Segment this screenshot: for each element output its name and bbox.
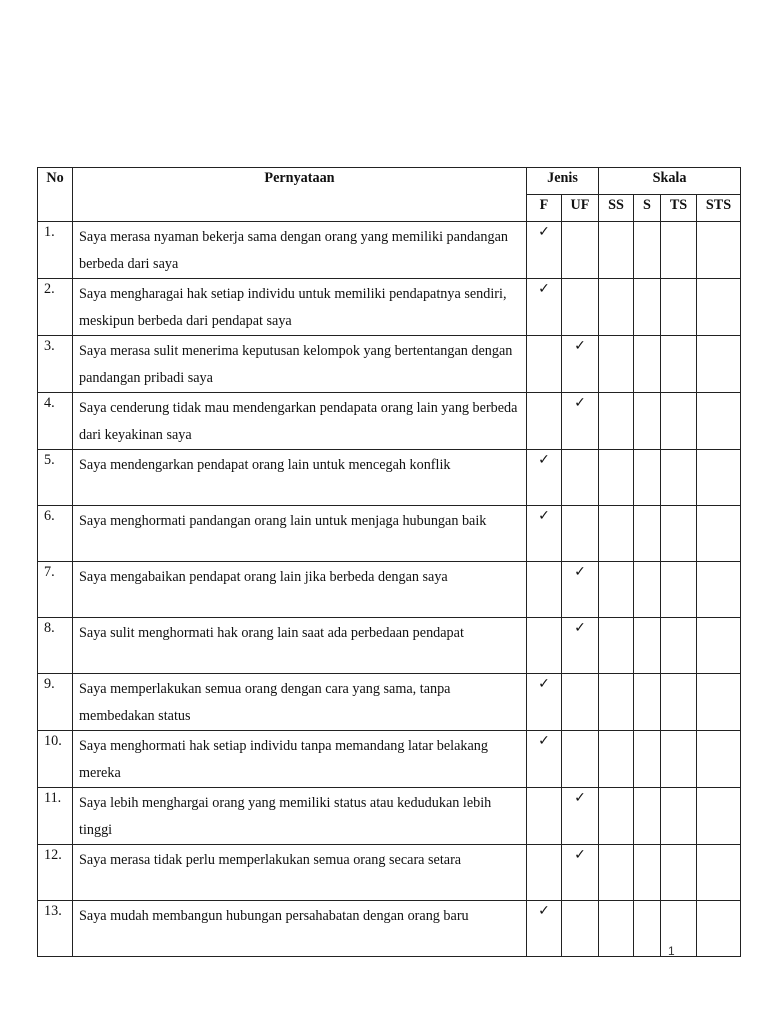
scale-ss-cell[interactable] [599, 901, 634, 957]
type-f-cell [527, 393, 562, 450]
scale-sts-cell[interactable] [697, 562, 741, 618]
header-type-uf: UF [562, 195, 599, 222]
scale-ss-cell[interactable] [599, 222, 634, 279]
header-scale: Skala [599, 168, 741, 195]
table-row [38, 450, 741, 506]
table-row [38, 618, 741, 674]
statement-text: Saya merasa tidak perlu memperlakukan semua orang secara setara [73, 845, 527, 901]
scale-s-cell[interactable] [634, 562, 661, 618]
scale-sts-cell[interactable] [697, 279, 741, 336]
scale-sts-cell[interactable] [697, 618, 741, 674]
statement-text: Saya memperlakukan semua orang dengan cara yang sama, tanpa membedakan status [73, 674, 527, 731]
type-uf-cell [562, 562, 599, 618]
table-row [38, 901, 741, 957]
row-number: 4. [38, 393, 73, 450]
scale-ts-cell[interactable] [661, 731, 697, 788]
scale-ss-cell[interactable] [599, 788, 634, 845]
scale-s-cell[interactable] [634, 279, 661, 336]
scale-ts-cell[interactable] [661, 450, 697, 506]
scale-ss-cell[interactable] [599, 674, 634, 731]
checkmark-icon: ✓ [574, 564, 586, 580]
scale-sts-cell[interactable] [697, 450, 741, 506]
scale-ss-cell[interactable] [599, 393, 634, 450]
statement-text: Saya lebih menghargai orang yang memiliki status atau kedudukan lebih tinggi [73, 788, 527, 845]
type-uf-cell [562, 393, 599, 450]
statement-text: Saya merasa sulit menerima keputusan kelompok yang bertentangan dengan pandangan pribadi saya [73, 336, 527, 393]
checkmark-icon: ✓ [574, 790, 586, 806]
statement-text: Saya cenderung tidak mau mendengarkan pendapata orang lain yang berbeda dari keyakinan saya [73, 393, 527, 450]
scale-sts-cell[interactable] [697, 674, 741, 731]
scale-ss-cell[interactable] [599, 845, 634, 901]
type-uf-cell [562, 450, 599, 506]
row-number: 1. [38, 222, 73, 279]
scale-sts-cell[interactable] [697, 731, 741, 788]
statement-text: Saya merasa nyaman bekerja sama dengan orang yang memiliki pandangan berbeda dari saya [73, 222, 527, 279]
table-row [38, 279, 741, 336]
table-body [38, 222, 741, 957]
scale-sts-cell[interactable] [697, 393, 741, 450]
type-f-cell [527, 845, 562, 901]
row-number: 12. [38, 845, 73, 901]
row-number: 8. [38, 618, 73, 674]
scale-s-cell[interactable] [634, 674, 661, 731]
scale-ts-cell[interactable] [661, 845, 697, 901]
type-f-cell [527, 618, 562, 674]
type-f-cell [527, 506, 562, 562]
table-row [38, 845, 741, 901]
scale-s-cell[interactable] [634, 506, 661, 562]
scale-sts-cell[interactable] [697, 901, 741, 957]
header-type-f: F [527, 195, 562, 222]
header-scale-s: S [634, 195, 661, 222]
header-scale-ss: SS [599, 195, 634, 222]
checkmark-icon: ✓ [538, 733, 550, 749]
scale-s-cell[interactable] [634, 845, 661, 901]
scale-s-cell[interactable] [634, 788, 661, 845]
statement-text: Saya mudah membangun hubungan persahabatan dengan orang baru [73, 901, 527, 957]
scale-ss-cell[interactable] [599, 336, 634, 393]
statement-text: Saya menghormati pandangan orang lain untuk menjaga hubungan baik [73, 506, 527, 562]
type-f-cell [527, 562, 562, 618]
type-uf-cell [562, 618, 599, 674]
statement-text: Saya mengabaikan pendapat orang lain jika berbeda dengan saya [73, 562, 527, 618]
header-scale-sts: STS [697, 195, 741, 222]
row-number: 11. [38, 788, 73, 845]
statement-text: Saya mendengarkan pendapat orang lain untuk mencegah konflik [73, 450, 527, 506]
checkmark-icon: ✓ [538, 676, 550, 692]
checkmark-icon: ✓ [538, 452, 550, 468]
row-number: 2. [38, 279, 73, 336]
header-no: No [38, 168, 73, 222]
scale-sts-cell[interactable] [697, 222, 741, 279]
scale-sts-cell[interactable] [697, 788, 741, 845]
scale-ts-cell[interactable] [661, 506, 697, 562]
header-scale-ts: TS [661, 195, 697, 222]
questionnaire-table [37, 167, 741, 957]
type-f-cell [527, 674, 562, 731]
checkmark-icon: ✓ [574, 847, 586, 863]
scale-s-cell[interactable] [634, 731, 661, 788]
scale-s-cell[interactable] [634, 901, 661, 957]
row-number: 5. [38, 450, 73, 506]
scale-ts-cell[interactable] [661, 788, 697, 845]
statement-text: Saya mengharagai hak setiap individu untuk memiliki pendapatnya sendiri, meskipun berbeda dari pendapat saya [73, 279, 527, 336]
type-uf-cell [562, 845, 599, 901]
header-statement: Pernyataan [73, 168, 527, 222]
row-number: 9. [38, 674, 73, 731]
checkmark-icon: ✓ [574, 620, 586, 636]
table-row [38, 222, 741, 279]
scale-ss-cell[interactable] [599, 731, 634, 788]
type-uf-cell [562, 788, 599, 845]
table-row [38, 788, 741, 845]
row-number: 7. [38, 562, 73, 618]
type-f-cell [527, 901, 562, 957]
table-row [38, 506, 741, 562]
table-row [38, 393, 741, 450]
statement-text: Saya menghormati hak setiap individu tanpa memandang latar belakang mereka [73, 731, 527, 788]
type-uf-cell [562, 222, 599, 279]
checkmark-icon: ✓ [538, 281, 550, 297]
scale-sts-cell[interactable] [697, 845, 741, 901]
checkmark-icon: ✓ [538, 508, 550, 524]
scale-ss-cell[interactable] [599, 279, 634, 336]
row-number: 13. [38, 901, 73, 957]
scale-sts-cell[interactable] [697, 506, 741, 562]
checkmark-icon: ✓ [574, 395, 586, 411]
scale-s-cell[interactable] [634, 618, 661, 674]
row-number: 3. [38, 336, 73, 393]
scale-ts-cell[interactable] [661, 279, 697, 336]
table-row [38, 562, 741, 618]
type-f-cell [527, 336, 562, 393]
scale-ts-cell[interactable] [661, 901, 697, 957]
scale-ts-cell[interactable] [661, 618, 697, 674]
statement-text: Saya sulit menghormati hak orang lain saat ada perbedaan pendapat [73, 618, 527, 674]
table-row [38, 336, 741, 393]
type-uf-cell [562, 674, 599, 731]
type-uf-cell [562, 279, 599, 336]
scale-ss-cell[interactable] [599, 562, 634, 618]
scale-s-cell[interactable] [634, 393, 661, 450]
row-number: 6. [38, 506, 73, 562]
type-uf-cell [562, 901, 599, 957]
header-row-1 [38, 168, 741, 195]
scale-ts-cell[interactable] [661, 674, 697, 731]
type-f-cell [527, 279, 562, 336]
checkmark-icon: ✓ [574, 338, 586, 354]
row-number: 10. [38, 731, 73, 788]
scale-s-cell[interactable] [634, 336, 661, 393]
scale-ss-cell[interactable] [599, 506, 634, 562]
table-row [38, 731, 741, 788]
scale-ts-cell[interactable] [661, 336, 697, 393]
checkmark-icon: ✓ [538, 224, 550, 240]
scale-ss-cell[interactable] [599, 618, 634, 674]
scale-s-cell[interactable] [634, 222, 661, 279]
type-uf-cell [562, 506, 599, 562]
type-f-cell [527, 222, 562, 279]
type-uf-cell [562, 731, 599, 788]
type-uf-cell [562, 336, 599, 393]
type-f-cell [527, 450, 562, 506]
scale-ss-cell[interactable] [599, 450, 634, 506]
scale-ts-cell[interactable] [661, 393, 697, 450]
type-f-cell [527, 788, 562, 845]
page-number: 1 [668, 944, 675, 958]
checkmark-icon: ✓ [538, 903, 550, 919]
scale-ts-cell[interactable] [661, 222, 697, 279]
table-row [38, 674, 741, 731]
type-f-cell [527, 731, 562, 788]
scale-s-cell[interactable] [634, 450, 661, 506]
scale-ts-cell[interactable] [661, 562, 697, 618]
scale-sts-cell[interactable] [697, 336, 741, 393]
header-type: Jenis [527, 168, 599, 195]
